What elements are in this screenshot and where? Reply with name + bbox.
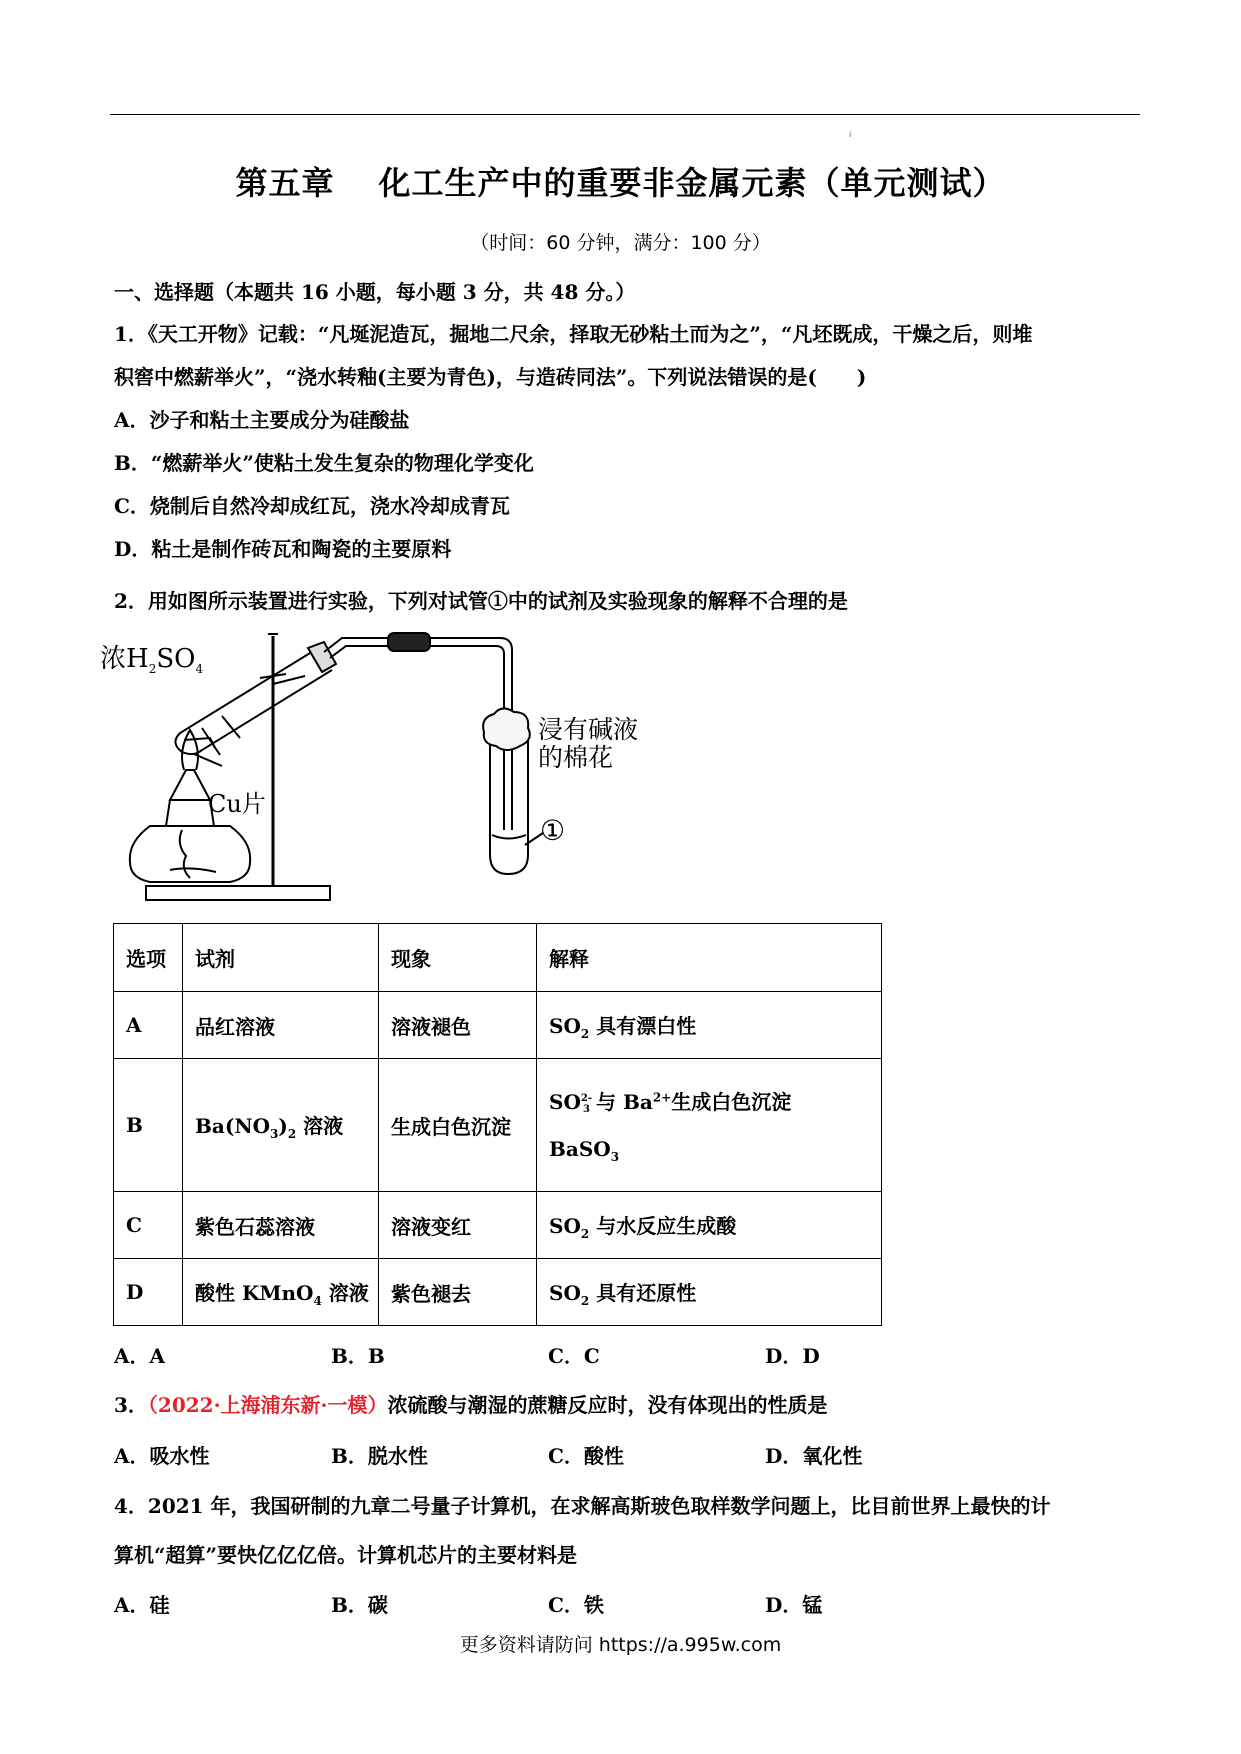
table-row — [114, 1059, 882, 1192]
section-heading: 一、选择题（本题共 16 小题，每小题 3 分，共 48 分。） — [114, 280, 636, 304]
q1-option-c: C．烧制后自然冷却成红瓦，浇水冷却成青瓦 — [114, 494, 510, 518]
cell-explanation: $SO_2$ 具有漂白性 — [537, 992, 882, 1059]
q1-option-b: B．“燃薪举火”使粘土发生复杂的物理化学变化 — [114, 451, 534, 475]
q3-source: （2022·上海浦东新·一模） — [147, 1393, 388, 1417]
q3-option-c: C．酸性 — [548, 1444, 624, 1468]
q4-option-a: A．硅 — [114, 1593, 170, 1617]
table-row — [114, 1259, 882, 1326]
label-conc-h2so4: 浓$H_2SO_4$ — [100, 644, 204, 677]
table-row — [114, 1192, 882, 1259]
label-cu-strip: Cu片 — [208, 790, 266, 818]
cell-reagent: 酸性 KMnO$_4$ 溶液 — [183, 1259, 379, 1326]
label-tube-1: ① — [540, 814, 566, 847]
footer-link[interactable]: 更多资料请防问 https://a.995w.com — [459, 1634, 782, 1656]
stand-base — [146, 886, 330, 900]
page-subtitle: （时间：60 分钟，满分：100 分） — [470, 232, 771, 254]
q3-options — [114, 1440, 1114, 1470]
cell-reagent: 品红溶液 — [183, 992, 379, 1059]
q4-stem-line2: 算机“超算”要快亿亿亿倍。计算机芯片的主要材料是 — [114, 1543, 578, 1567]
cell-reagent: $Ba(NO_3)_2$ 溶液 — [183, 1059, 379, 1192]
q3-stem: 3．（2022·上海浦东新·一模）浓硫酸与潮湿的蔗糖反应时，没有体现出的性质是 — [114, 1393, 828, 1417]
title-main: 化工生产中的重要非金属元素（单元测试） — [378, 164, 1006, 202]
q4-option-c: C．铁 — [548, 1593, 604, 1617]
header-phenomenon: 现象 — [379, 924, 537, 992]
q1-option-d: D．粘土是制作砖瓦和陶瓷的主要原料 — [114, 537, 452, 561]
cell-phenomenon: 溶液变红 — [379, 1192, 537, 1259]
cell-explanation: $SO_2$ 与水反应生成酸 — [537, 1192, 882, 1259]
cell-reagent: 紫色石蕊溶液 — [183, 1192, 379, 1259]
q4-option-b: B．碳 — [331, 1593, 388, 1617]
cell-phenomenon: 紫色褪去 — [379, 1259, 537, 1326]
header-option: 选项 — [114, 924, 183, 992]
cell-phenomenon: 溶液褪色 — [379, 992, 537, 1059]
q2-options — [114, 1340, 1114, 1370]
title-chapter: 第五章 — [235, 164, 335, 202]
alcohol-lamp — [130, 826, 250, 882]
q3-option-a: A．吸水性 — [114, 1444, 210, 1468]
cell-phenomenon: 生成白色沉淀 — [379, 1059, 537, 1192]
q2-table — [113, 923, 882, 1326]
table-header-row — [114, 924, 882, 992]
q4-option-d: D．锰 — [765, 1593, 823, 1617]
table-row — [114, 992, 882, 1059]
top-rule — [110, 114, 1140, 115]
cell-option: C — [114, 1192, 183, 1259]
cell-option: A — [114, 992, 183, 1059]
cotton-plug — [483, 708, 530, 750]
q4-stem-line1: 4．2021 年，我国研制的九章二号量子计算机，在求解高斯玻色取样数学问题上，比目前世界上最快的计 — [114, 1494, 1051, 1518]
cell-option: D — [114, 1259, 183, 1326]
q2-option-b: B．B — [331, 1344, 385, 1368]
label-cotton: 浸有碱液 的棉花 — [538, 715, 639, 772]
q2-option-c: C．C — [548, 1344, 600, 1368]
cell-explanation: $SO_2$ 具有还原性 — [537, 1259, 882, 1326]
q2-option-d: D．D — [765, 1344, 820, 1368]
q3-option-b: B．脱水性 — [331, 1444, 428, 1468]
q2-stem: 2．用如图所示装置进行实验，下列对试管①中的试剂及实验现象的解释不合理的是 — [114, 589, 848, 613]
apparatus-figure — [100, 630, 670, 905]
flame — [182, 730, 198, 770]
q4-options — [114, 1589, 1114, 1619]
collecting-tube — [490, 740, 528, 874]
q2-option-a: A．A — [114, 1344, 166, 1368]
cell-explanation: SO 2- 3 与 $Ba^{2+}$生成白色沉淀 BaSO$_3$ — [537, 1059, 882, 1192]
q3-option-d: D．氧化性 — [765, 1444, 863, 1468]
q1-stem-line2: 积窖中燃薪举火”，“浇水转釉(主要为青色)，与造砖同法”。下列说法错误的是( ) — [114, 365, 867, 389]
tiny-mark: i — [849, 130, 852, 139]
q1-stem-line1: 1．《天工开物》记载：“凡埏泥造瓦，掘地二尺余，择取无砂粘土而为之”，“凡坯既成，干燥之后，则堆 — [114, 322, 1033, 346]
cell-option: B — [114, 1059, 183, 1192]
header-explanation: 解释 — [537, 924, 882, 992]
q1-option-a: A．沙子和粘土主要成分为硅酸盐 — [114, 408, 410, 432]
page-title — [0, 158, 1241, 204]
header-reagent: 试剂 — [183, 924, 379, 992]
